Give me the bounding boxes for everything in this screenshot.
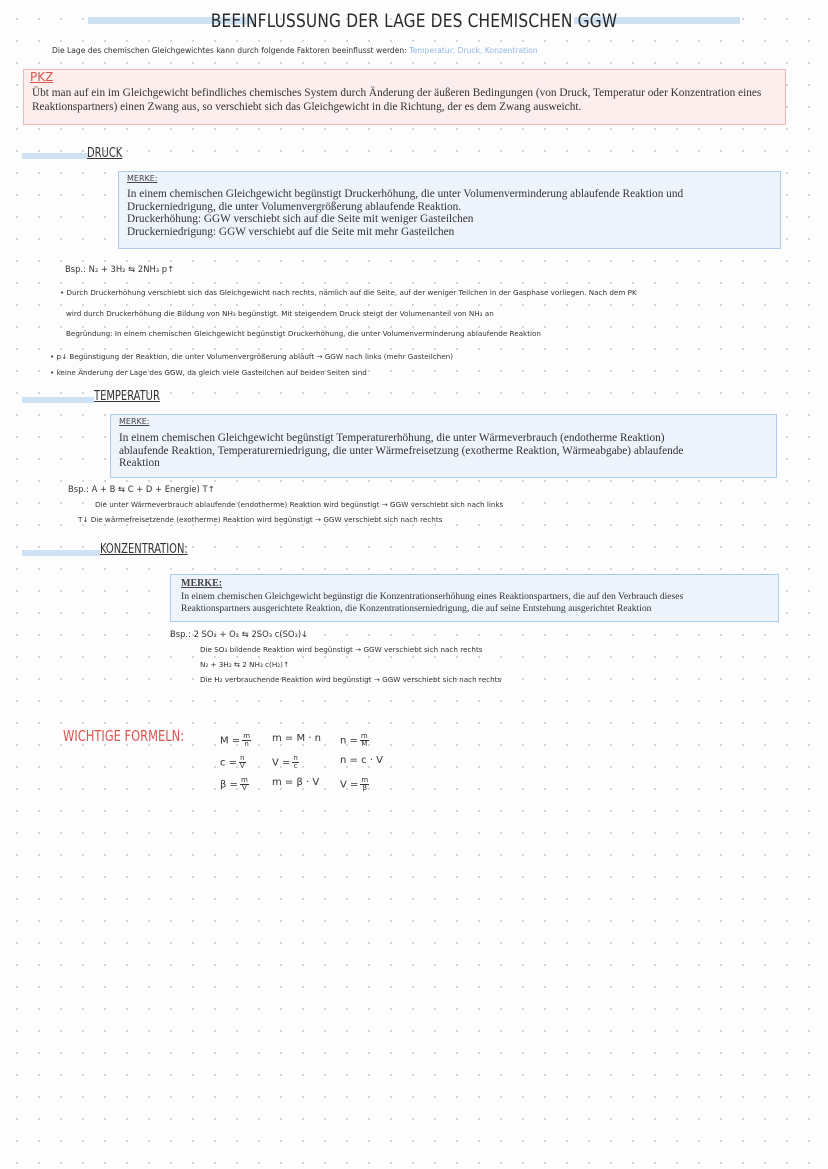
formula-lhs: V = <box>340 779 359 791</box>
temperatur-example: Bsp.: A + B ⇆ C + D + Energie) T↑ <box>68 484 215 494</box>
konzentration-merke-text <box>181 591 683 616</box>
formula-denominator: n <box>244 740 249 748</box>
formula-fraction <box>292 755 298 770</box>
temperatur-merke-line: Reaktion <box>119 457 160 470</box>
konzentration-merke-label: MERKE: <box>181 578 223 589</box>
formula <box>272 733 321 744</box>
pkz-box <box>23 69 786 125</box>
temperatur-heading: TEMPERATUR <box>94 389 160 404</box>
formula-denominator: β <box>362 784 368 792</box>
temperatur-note: T↓ Die wärmefreisetzende (exotherme) Reaktion wird begünstigt → GGW verschiebt sich nach rechts <box>78 515 443 524</box>
konzentration-bar <box>22 550 100 556</box>
konzentration-example: N₂ + 3H₂ ⇆ 2 NH₃ c(H₂)↑ <box>200 660 289 669</box>
druck-merke-text <box>127 188 683 238</box>
temperatur-note: Die unter Wärmeverbrauch ablaufende (endotherme) Reaktion wird begünstigt → GGW verschiebt sich nach links <box>95 500 504 509</box>
temperatur-merke-line: ablaufende Reaktion, Temperaturerniedrigung, die unter Wärmefreisetzung (exotherme Reaktion, Wärmeabgabe) ablaufende <box>119 444 684 457</box>
formula-lhs: V = <box>272 757 291 769</box>
druck-merke-line: Druckerhöhung: GGW verschiebt sich auf die Seite mit weniger Gasteilchen <box>127 213 474 226</box>
druck-bar <box>22 153 88 159</box>
konzentration-example: Bsp.: 2 SO₂ + O₂ ⇆ 2SO₃ c(SO₃)↓ <box>170 629 309 639</box>
formula <box>220 755 246 770</box>
druck-reason: Begründung: In einem chemischen Gleichgewicht begünstigt Druckerhöhung, die unter Volumenverminderung ablaufende Reaktion <box>66 329 541 338</box>
formula-fraction <box>240 777 249 792</box>
konzentration-merke-line: In einem chemischen Gleichgewicht begünstigt die Konzentrationserhöhung eines Reaktionspartners, die auf den Verbrauch dieses <box>181 591 684 602</box>
formula-numerator: m <box>360 732 368 740</box>
druck-note: • p↓ Begünstigung der Reaktion, die unter Volumenvergrößerung abläuft → GGW nach links (mehr Gasteilchen) <box>50 352 454 361</box>
formula-fraction <box>242 733 251 748</box>
formula-lhs: m = M · n <box>272 733 321 744</box>
page-title: BEEINFLUSSUNG DER LAGE DES CHEMISCHEN GGW <box>210 10 618 32</box>
konzentration-heading: KONZENTRATION: <box>100 542 188 557</box>
temperatur-merke-box <box>110 414 777 478</box>
druck-merke-line: Druckerniedrigung, die unter Volumenvergrößerung ablaufende Reaktion. <box>127 200 462 213</box>
formula <box>340 777 369 792</box>
formula-lhs: β = <box>220 779 238 791</box>
formula-numerator: m <box>240 776 248 784</box>
formula-lhs: n = <box>340 735 358 747</box>
temperatur-merke-text <box>119 432 683 470</box>
druck-example: Bsp.: N₂ + 3H₂ ⇆ 2NH₃ p↑ <box>65 264 175 274</box>
formula-denominator: V <box>241 784 247 792</box>
formula <box>220 777 249 792</box>
formula-numerator: m <box>243 732 251 740</box>
konzentration-merke-line: Reaktionspartners ausgerichtete Reaktion, die Konzentrationserniedrigung, die auf seine Entstehung ausgerichtet Reaktion <box>181 603 652 615</box>
formula <box>340 755 383 766</box>
druck-note: wird durch Druckerhöhung die Bildung von NH₃ begünstigt. Mit steigendem Druck steigt der Volumenanteil von NH₃ an <box>66 309 494 318</box>
intro-factors: Temperatur, Druck, Konzentration <box>409 46 538 55</box>
formula-numerator: n <box>293 754 298 762</box>
intro-line <box>52 46 538 55</box>
temperatur-merke-label: MERKE: <box>119 417 150 426</box>
formula-fraction <box>239 755 245 770</box>
druck-merke-label: MERKE: <box>127 174 158 183</box>
formula-denominator: V <box>239 762 245 770</box>
formula-lhs: m = β · V <box>272 777 320 788</box>
formula-numerator: m <box>361 776 369 784</box>
temperatur-bar <box>22 397 94 403</box>
temperatur-merke-line: In einem chemischen Gleichgewicht begünstigt Temperaturerhöhung, die unter Wärmeverbrauch (endotherme Reaktion) <box>119 432 665 444</box>
druck-merke-box <box>118 171 781 249</box>
konzentration-note: Die SO₃ bildende Reaktion wird begünstigt → GGW verschiebt sich nach rechts <box>200 645 483 654</box>
druck-note: • Durch Druckerhöhung verschiebt sich das Gleichgewicht nach rechts, nämlich auf die Seite, auf der weniger Teilchen in der Gasphase vorliegen. Nach dem PK <box>60 288 637 297</box>
formula-fraction <box>360 777 369 792</box>
formula-lhs: c = <box>220 757 238 769</box>
druck-heading: DRUCK <box>87 146 123 161</box>
formula-denominator: c <box>293 762 298 770</box>
formula <box>272 777 319 788</box>
formula <box>340 733 369 748</box>
pkz-text: Übt man auf ein im Gleichgewicht befindliches chemisches System durch Änderung der äußeren Bedingungen (von Druck, Temperatur oder Konzentration eines Reaktionspartners) einen Zwang aus, so verschiebt sich das Gleichgewicht in die Richtung, der es dem Zwang ausweicht. <box>32 87 762 113</box>
formula-numerator: n <box>240 754 245 762</box>
formulas-heading: WICHTIGE FORMELN: <box>63 727 185 745</box>
druck-merke-line: Druckerniedrigung: GGW verschiebt auf die Seite mit mehr Gasteilchen <box>127 225 455 238</box>
formula-lhs: M = <box>220 735 241 747</box>
druck-merke-line: In einem chemischen Gleichgewicht begünstigt Druckerhöhung, die unter Volumenverminderung ablaufende Reaktion und <box>127 188 684 200</box>
konzentration-merke-box <box>170 574 779 622</box>
formula <box>272 755 299 770</box>
formula-denominator: M <box>361 740 368 748</box>
druck-note: • keine Änderung der Lage des GGW, da gleich viele Gasteilchen auf beiden Seiten sind <box>50 368 367 377</box>
intro-text: Die Lage des chemischen Gleichgewichtes kann durch folgende Faktoren beeinflusst werden: <box>52 46 407 55</box>
formula-lhs: n = c · V <box>340 755 383 766</box>
formula <box>220 733 251 748</box>
formula-fraction <box>360 733 369 748</box>
konzentration-note: Die H₂ verbrauchende Reaktion wird begünstigt → GGW verschiebt sich nach rechts <box>200 675 502 684</box>
pkz-label: PKZ <box>30 70 54 84</box>
